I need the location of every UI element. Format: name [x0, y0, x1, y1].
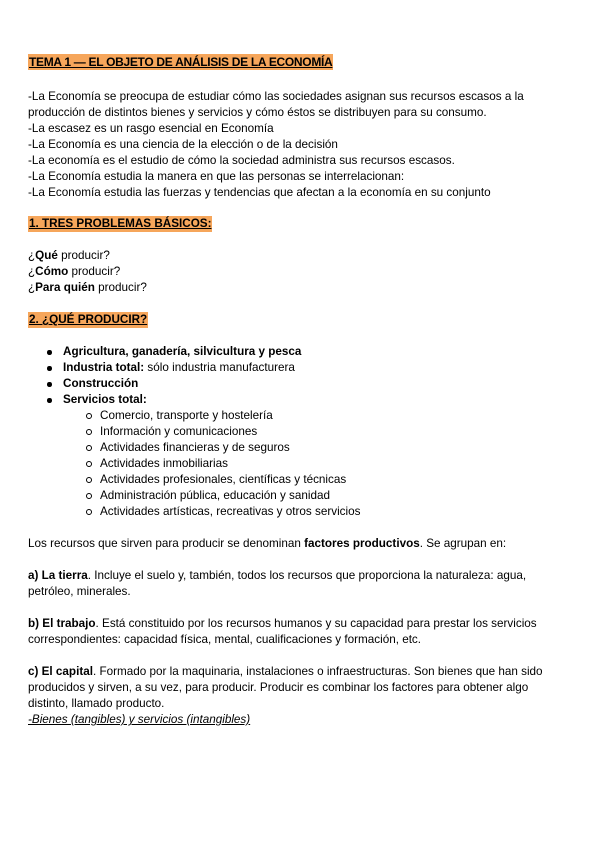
- service-item: Actividades profesionales, científicas y técnicas: [28, 472, 573, 488]
- sector-item: [28, 392, 573, 520]
- question-bold: Para quién: [35, 281, 95, 294]
- sector-item: [28, 360, 573, 376]
- page-title: [28, 54, 333, 70]
- sector-bold: Construcción: [63, 377, 139, 390]
- factor-labor: [28, 616, 573, 648]
- factors-intro-line: [28, 536, 573, 552]
- sector-item: [28, 344, 573, 360]
- factors-intro: [28, 536, 573, 552]
- sector-list: [28, 344, 573, 520]
- question-rest: producir?: [68, 265, 121, 278]
- factor-capital-line: [28, 664, 573, 680]
- question-open: ¿: [28, 281, 36, 294]
- factor-land-line: [28, 568, 573, 584]
- service-item: Actividades financieras y de seguros: [28, 440, 573, 456]
- sector-rest: sólo industria manufacturera: [144, 361, 295, 374]
- intro-line: -La Economía estudia las fuerzas y tendencias que afectan a la economía en su conjunto: [28, 186, 491, 199]
- factor-labor-label: b) El trabajo: [28, 617, 96, 630]
- sector-item: [28, 376, 573, 392]
- section1-heading-text: 1. TRES PROBLEMAS BÁSICOS:: [29, 217, 212, 230]
- factors-intro-bold: factores productivos: [304, 537, 420, 550]
- intro-line: producción de distintos bienes y servicios y cómo éstos se distribuyen para su consumo.: [28, 106, 487, 119]
- section1-heading: [28, 216, 573, 232]
- service-item: Comercio, transporte y hostelería: [28, 408, 573, 424]
- factor-labor-text: . Está constituido por los recursos humanos y su capacidad para prestar los servicios: [95, 617, 537, 630]
- factor-land: [28, 568, 573, 600]
- title-highlight: TEMA 1 — EL OBJETO DE ANÁLISIS DE LA ECONOMÍA: [29, 55, 333, 69]
- question-item: [28, 264, 573, 280]
- goods-note: -Bienes (tangibles) y servicios (intangibles): [28, 713, 251, 726]
- section2-heading-text: 2. ¿QUÉ PRODUCIR?: [29, 313, 148, 326]
- factor-labor-line: [28, 616, 573, 632]
- factor-capital: [28, 664, 573, 728]
- intro-line: -La Economía se preocupa de estudiar cómo las sociedades asignan sus recursos escasos a la: [28, 90, 524, 103]
- service-item: Actividades inmobiliarias: [28, 456, 573, 472]
- intro-line: -La escasez es un rasgo esencial en Economía: [28, 122, 274, 135]
- factor-capital-label: c) El capital: [28, 665, 93, 678]
- sector-bold: Industria total:: [63, 361, 145, 374]
- question-rest: producir?: [94, 281, 147, 294]
- factor-land-label: a) La tierra: [28, 569, 88, 582]
- intro-line: -La economía es el estudio de cómo la sociedad administra sus recursos escasos.: [28, 154, 455, 167]
- factor-capital-line: distinto, llamado producto.: [28, 697, 165, 710]
- question-item: [28, 248, 573, 264]
- sector-bold: Servicios total:: [63, 393, 147, 406]
- question-bold: Qué: [35, 249, 58, 262]
- service-item: Administración pública, educación y sanidad: [28, 488, 573, 504]
- section1-questions: [28, 248, 573, 296]
- intro-paragraph: [28, 89, 573, 201]
- factor-land-line: petróleo, minerales.: [28, 585, 131, 598]
- question-item: [28, 280, 573, 296]
- factors-intro-pre: Los recursos que sirven para producir se denominan: [28, 537, 305, 550]
- service-item: Información y comunicaciones: [28, 424, 573, 440]
- section2-list: [28, 344, 573, 520]
- sector-bold: Agricultura, ganadería, silvicultura y pesca: [63, 345, 302, 358]
- question-rest: producir?: [57, 249, 110, 262]
- question-open: ¿: [28, 249, 36, 262]
- factor-labor-line: correspondientes: capacidad física, mental, cualificaciones y formación, etc.: [28, 633, 422, 646]
- question-bold: Cómo: [35, 265, 69, 278]
- services-sublist: [28, 408, 573, 520]
- intro-line: -La Economía es una ciencia de la elección o de la decisión: [28, 138, 338, 151]
- intro-line: -La Economía estudia la manera en que las personas se interrelacionan:: [28, 170, 405, 183]
- factor-land-text: . Incluye el suelo y, también, todos los recursos que proporciona la naturaleza: agua,: [87, 569, 527, 582]
- service-item: Actividades artísticas, recreativas y otros servicios: [28, 504, 573, 520]
- factors-intro-post: . Se agrupan en:: [419, 537, 507, 550]
- question-open: ¿: [28, 265, 36, 278]
- factor-capital-line: producidos y sirven, a su vez, para producir. Producir es combinar los factores para obtener algo: [28, 681, 529, 694]
- factor-capital-text: . Formado por la maquinaria, instalaciones o infraestructuras. Son bienes que han sido: [92, 665, 543, 678]
- section2-heading: [28, 312, 573, 328]
